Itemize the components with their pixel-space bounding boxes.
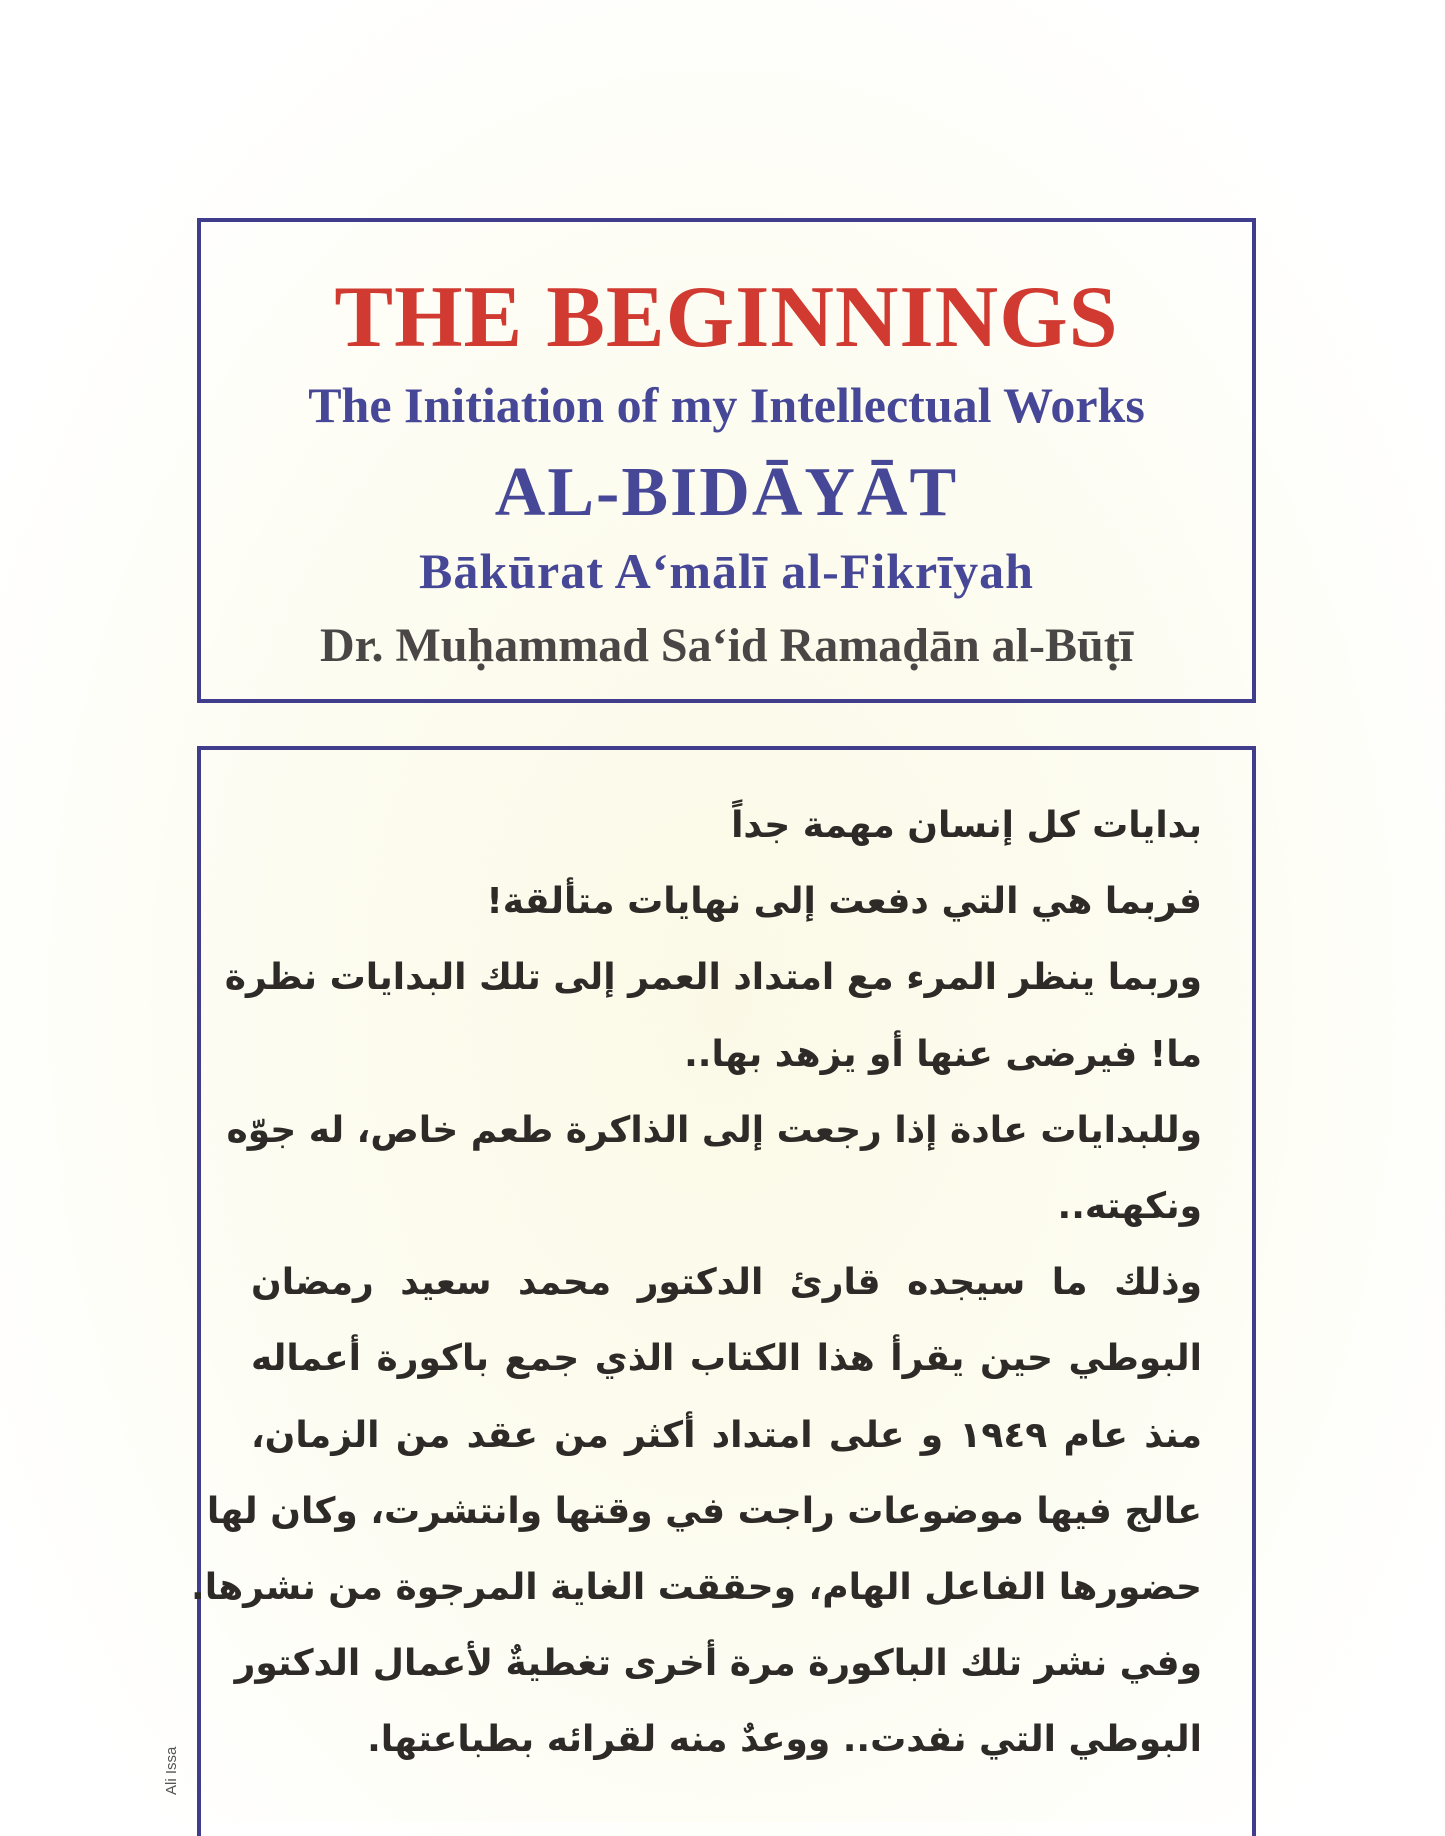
blurb-text — [191, 788, 1203, 1778]
blurb-line: البوطي التي نفدت.. ووعدٌ منه لقرائه بطباعتها. — [367, 1719, 1202, 1761]
transliterated-title: AL-BIDĀYĀT — [494, 454, 959, 531]
book-title: THE BEGINNINGS — [334, 269, 1119, 366]
blurb-line: عالج فيها موضوعات راجت في وقتها وانتشرت، وكان لها — [206, 1490, 1202, 1532]
blurb-line: وفي نشر تلك الباكورة مرة أخرى تغطيةٌ لأعمال الدكتور — [234, 1643, 1202, 1685]
blurb-line: البوطي حين يقرأ هذا الكتاب الذي جمع باكورة أعماله — [251, 1338, 1202, 1380]
blurb-line: حضورها الفاعل الهام، وحققت الغاية المرجوة من نشرها. — [191, 1566, 1202, 1608]
title-box — [197, 218, 1256, 703]
scan-credit-text: Ali Issa — [163, 1746, 180, 1795]
blurb-box — [191, 746, 1256, 1836]
scan-credit — [163, 1745, 213, 1795]
blurb-line: ما! فيرضى عنها أو يزهد بها.. — [684, 1033, 1202, 1075]
blurb-line: ونكهته.. — [1057, 1185, 1202, 1227]
book-subtitle: The Initiation of my Intellectual Works — [308, 377, 1145, 433]
blurb-line: وذلك ما سيجده قارئ الدكتور محمد سعيد رمضان — [251, 1262, 1202, 1304]
blurb-line: منذ عام ١٩٤٩ و على امتداد أكثر من عقد من الزمان، — [251, 1414, 1203, 1456]
transliterated-subtitle: Bākūrat A‘mālī al-Fikrīyah — [419, 543, 1034, 599]
blurb-line: وللبدايات عادة إذا رجعت إلى الذاكرة طعم خاص، له جوّه — [226, 1109, 1202, 1151]
author-name: Dr. Muḥammad Sa‘id Ramaḍān al-Būṭī — [319, 619, 1134, 672]
blurb-line: بدايات كل إنسان مهمة جداً — [731, 805, 1202, 846]
blurb-line: وربما ينظر المرء مع امتداد العمر إلى تلك البدايات نظرة — [224, 957, 1202, 999]
blurb-line: فربما هي التي دفعت إلى نهايات متألقة! — [486, 881, 1202, 923]
